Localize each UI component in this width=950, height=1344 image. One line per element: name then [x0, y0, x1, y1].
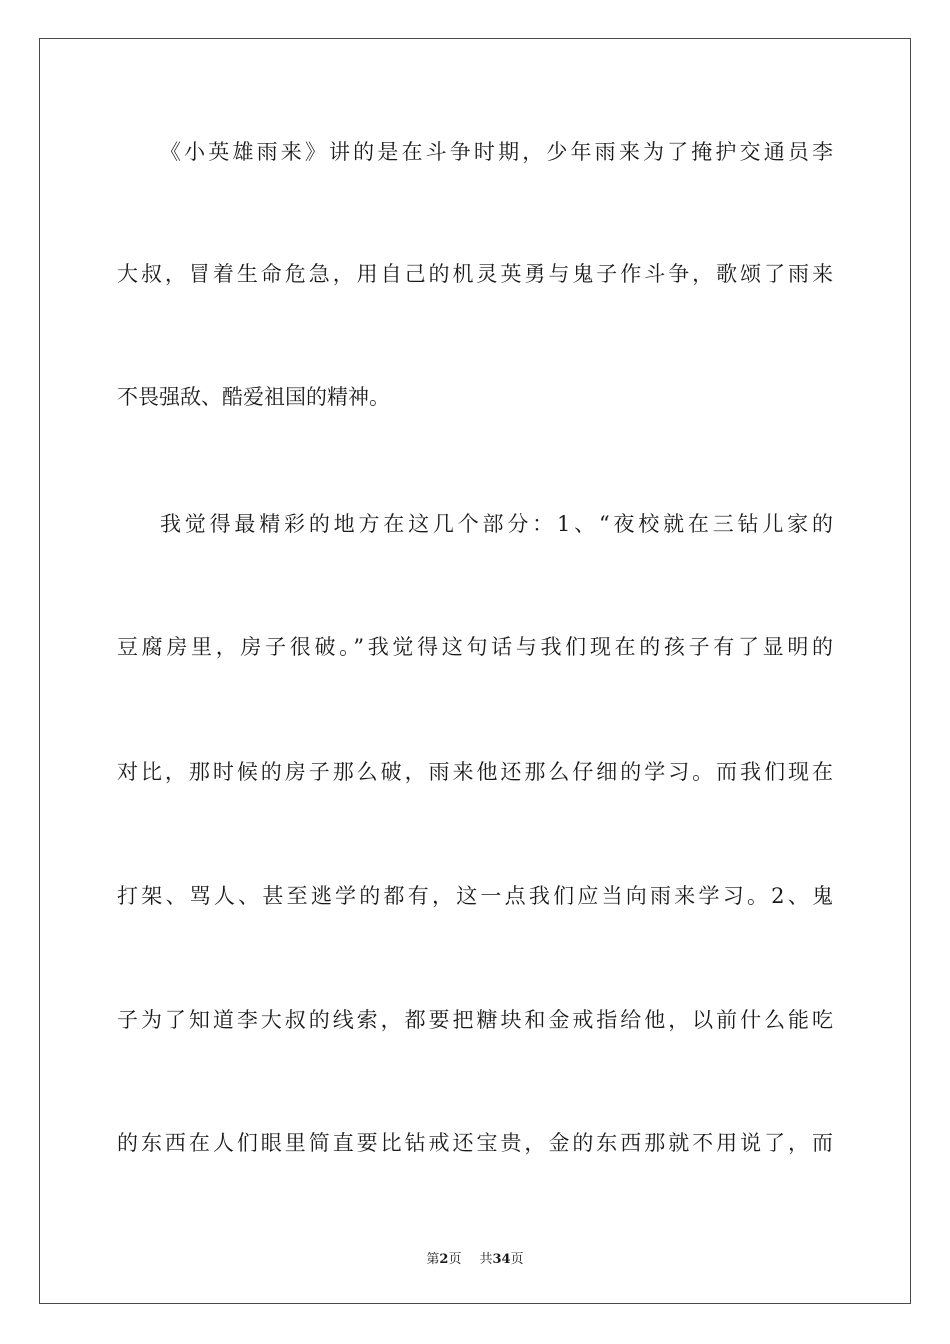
text-line-5: 豆腐房里，房子很破。”我觉得这句话与我们现在的孩子有了显明的	[117, 635, 833, 659]
page-footer	[0, 1248, 950, 1267]
text-line-9: 的东西在人们眼里简直要比钻戒还宝贵，金的东西那就不用说了，而	[117, 1131, 833, 1155]
text-line-7: 打架、骂人、甚至逃学的都有，这一点我们应当向雨来学习。2、鬼	[117, 884, 833, 908]
footer-total-suffix: 页	[510, 1252, 524, 1267]
footer-page-number: 2	[439, 1252, 449, 1267]
footer-total-prefix: 共	[479, 1252, 493, 1267]
footer-total-number: 34	[492, 1252, 511, 1267]
text-line-6: 对比，那时候的房子那么破，雨来他还那么仔细的学习。而我们现在	[117, 760, 833, 784]
footer-page-suffix: 页	[448, 1252, 462, 1267]
page-frame	[39, 38, 911, 1304]
text-line-4: 我觉得最精彩的地方在这几个部分：1、“夜校就在三钻儿家的	[160, 512, 833, 536]
text-line-8: 子为了知道李大叔的线索，都要把糖块和金戒指给他，以前什么能吃	[117, 1008, 833, 1032]
text-line-3: 不畏强敌、酷爱祖国的精神。	[117, 385, 390, 409]
text-line-2: 大叔，冒着生命危急，用自己的机灵英勇与鬼子作斗争，歌颂了雨来	[117, 262, 833, 286]
text-line-1: 《小英雄雨来》讲的是在斗争时期，少年雨来为了掩护交通员李	[160, 140, 833, 164]
footer-page-prefix: 第	[426, 1252, 440, 1267]
